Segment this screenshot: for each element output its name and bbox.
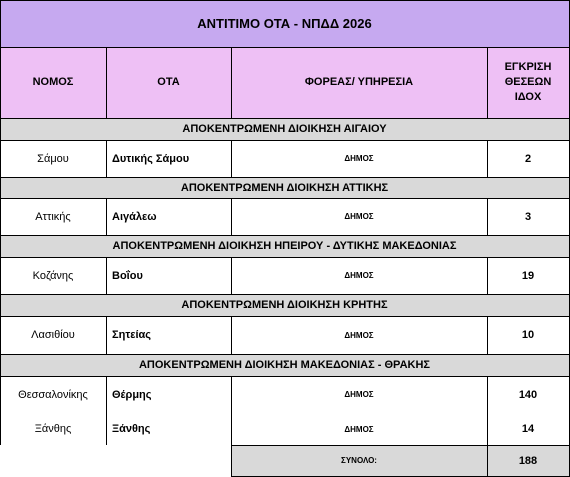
header-foreas: ΦΟΡΕΑΣ/ ΥΠΗΡΕΣΙΑ — [231, 47, 487, 118]
grid-line — [106, 316, 107, 354]
region-heading: ΑΠΟΚΕΝΤΡΩΜΕΝΗ ΔΙΟΙΚΗΣΗ ΑΙΓΑΙΟΥ — [0, 118, 569, 140]
grid-line — [106, 376, 107, 445]
header-ota: ΟΤΑ — [106, 47, 231, 118]
cell-nomos: Θεσσαλονίκης — [18, 388, 88, 401]
grid-line — [231, 140, 232, 177]
cell-theseis: 3 — [524, 210, 532, 223]
grid-line — [231, 316, 232, 354]
cell-nomos: Λασιθίου — [31, 329, 75, 341]
table-title: ΑΝΤΙΤΙΜΟ ΟΤΑ - ΝΠΔΔ 2026 — [0, 0, 569, 47]
cell-theseis: 140 — [518, 388, 538, 401]
grid-line — [0, 118, 570, 119]
cell-theseis: 10 — [521, 329, 535, 341]
region-heading: ΑΠΟΚΕΝΤΡΩΜΕΝΗ ΔΙΟΙΚΗΣΗ ΑΤΤΙΚΗΣ — [0, 177, 569, 198]
grid-line — [106, 198, 107, 235]
cell-ota: Αιγάλεω — [112, 210, 157, 223]
grid-line — [231, 198, 232, 235]
grid-line — [0, 47, 570, 48]
cell-foreas: ΔΗΜΟΣ — [344, 212, 374, 221]
grid-line — [487, 257, 488, 294]
grid-line — [487, 198, 488, 235]
grid-line — [0, 354, 570, 355]
cell-ota: Ξάνθης — [112, 423, 151, 435]
grid-line — [0, 257, 570, 258]
grid-line — [0, 198, 570, 199]
header-nomos: ΝΟΜΟΣ — [0, 47, 106, 118]
grid-line — [106, 257, 107, 294]
cell-ota: Σητείας — [112, 329, 151, 341]
cell-foreas: ΔΗΜΟΣ — [344, 271, 374, 280]
grid-line — [0, 0, 1, 445]
cell-nomos: Ξάνθης — [34, 423, 72, 435]
grid-line — [106, 140, 107, 177]
region-heading: ΑΠΟΚΕΝΤΡΩΜΕΝΗ ΔΙΟΙΚΗΣΗ ΗΠΕΙΡΟΥ - ΔΥΤΙΚΗΣ ΜΑΚΕΔΟΝΙΑΣ — [0, 235, 569, 257]
grid-line — [231, 47, 232, 118]
grid-line — [231, 376, 232, 477]
cell-nomos: Σάμου — [37, 152, 69, 165]
grid-line — [0, 294, 570, 295]
total-label: ΣΥΝΟΛΟ: — [231, 445, 487, 476]
grid-line — [231, 445, 570, 446]
grid-line — [0, 316, 570, 317]
cell-nomos: Κοζάνης — [32, 269, 74, 282]
grid-line — [106, 47, 107, 118]
header-egkrisi: ΕΓΚΡΙΣΗ ΘΕΣΕΩΝ ΙΔΟΧ — [487, 47, 569, 118]
region-heading: ΑΠΟΚΕΝΤΡΩΜΕΝΗ ΔΙΟΙΚΗΣΗ ΚΡΗΤΗΣ — [0, 294, 569, 316]
grid-line — [0, 177, 570, 178]
grid-line — [0, 235, 570, 236]
grid-line — [231, 257, 232, 294]
cell-foreas: ΔΗΜΟΣ — [344, 154, 374, 163]
grid-line — [487, 316, 488, 354]
cell-foreas: ΔΗΜΟΣ — [344, 330, 374, 340]
region-heading: ΑΠΟΚΕΝΤΡΩΜΕΝΗ ΔΙΟΙΚΗΣΗ ΜΑΚΕΔΟΝΙΑΣ - ΘΡΑΚΗΣ — [0, 354, 569, 376]
grid-line — [0, 376, 570, 377]
cell-ota: Βοΐου — [112, 269, 143, 282]
cell-ota: Θέρμης — [112, 388, 152, 401]
cell-foreas: ΔΗΜΟΣ — [344, 390, 374, 399]
grid-line — [0, 0, 570, 1]
grid-line — [487, 47, 488, 118]
cell-theseis: 14 — [521, 423, 535, 435]
grid-line — [487, 376, 488, 477]
cell-foreas: ΔΗΜΟΣ — [344, 424, 374, 434]
cell-nomos: Αττικής — [35, 210, 71, 223]
cell-ota: Δυτικής Σάμου — [112, 152, 190, 165]
total-value: 188 — [487, 445, 569, 476]
grid-line — [0, 140, 570, 141]
cell-theseis: 19 — [521, 269, 535, 282]
grid-line — [487, 140, 488, 177]
cell-theseis: 2 — [524, 152, 532, 165]
